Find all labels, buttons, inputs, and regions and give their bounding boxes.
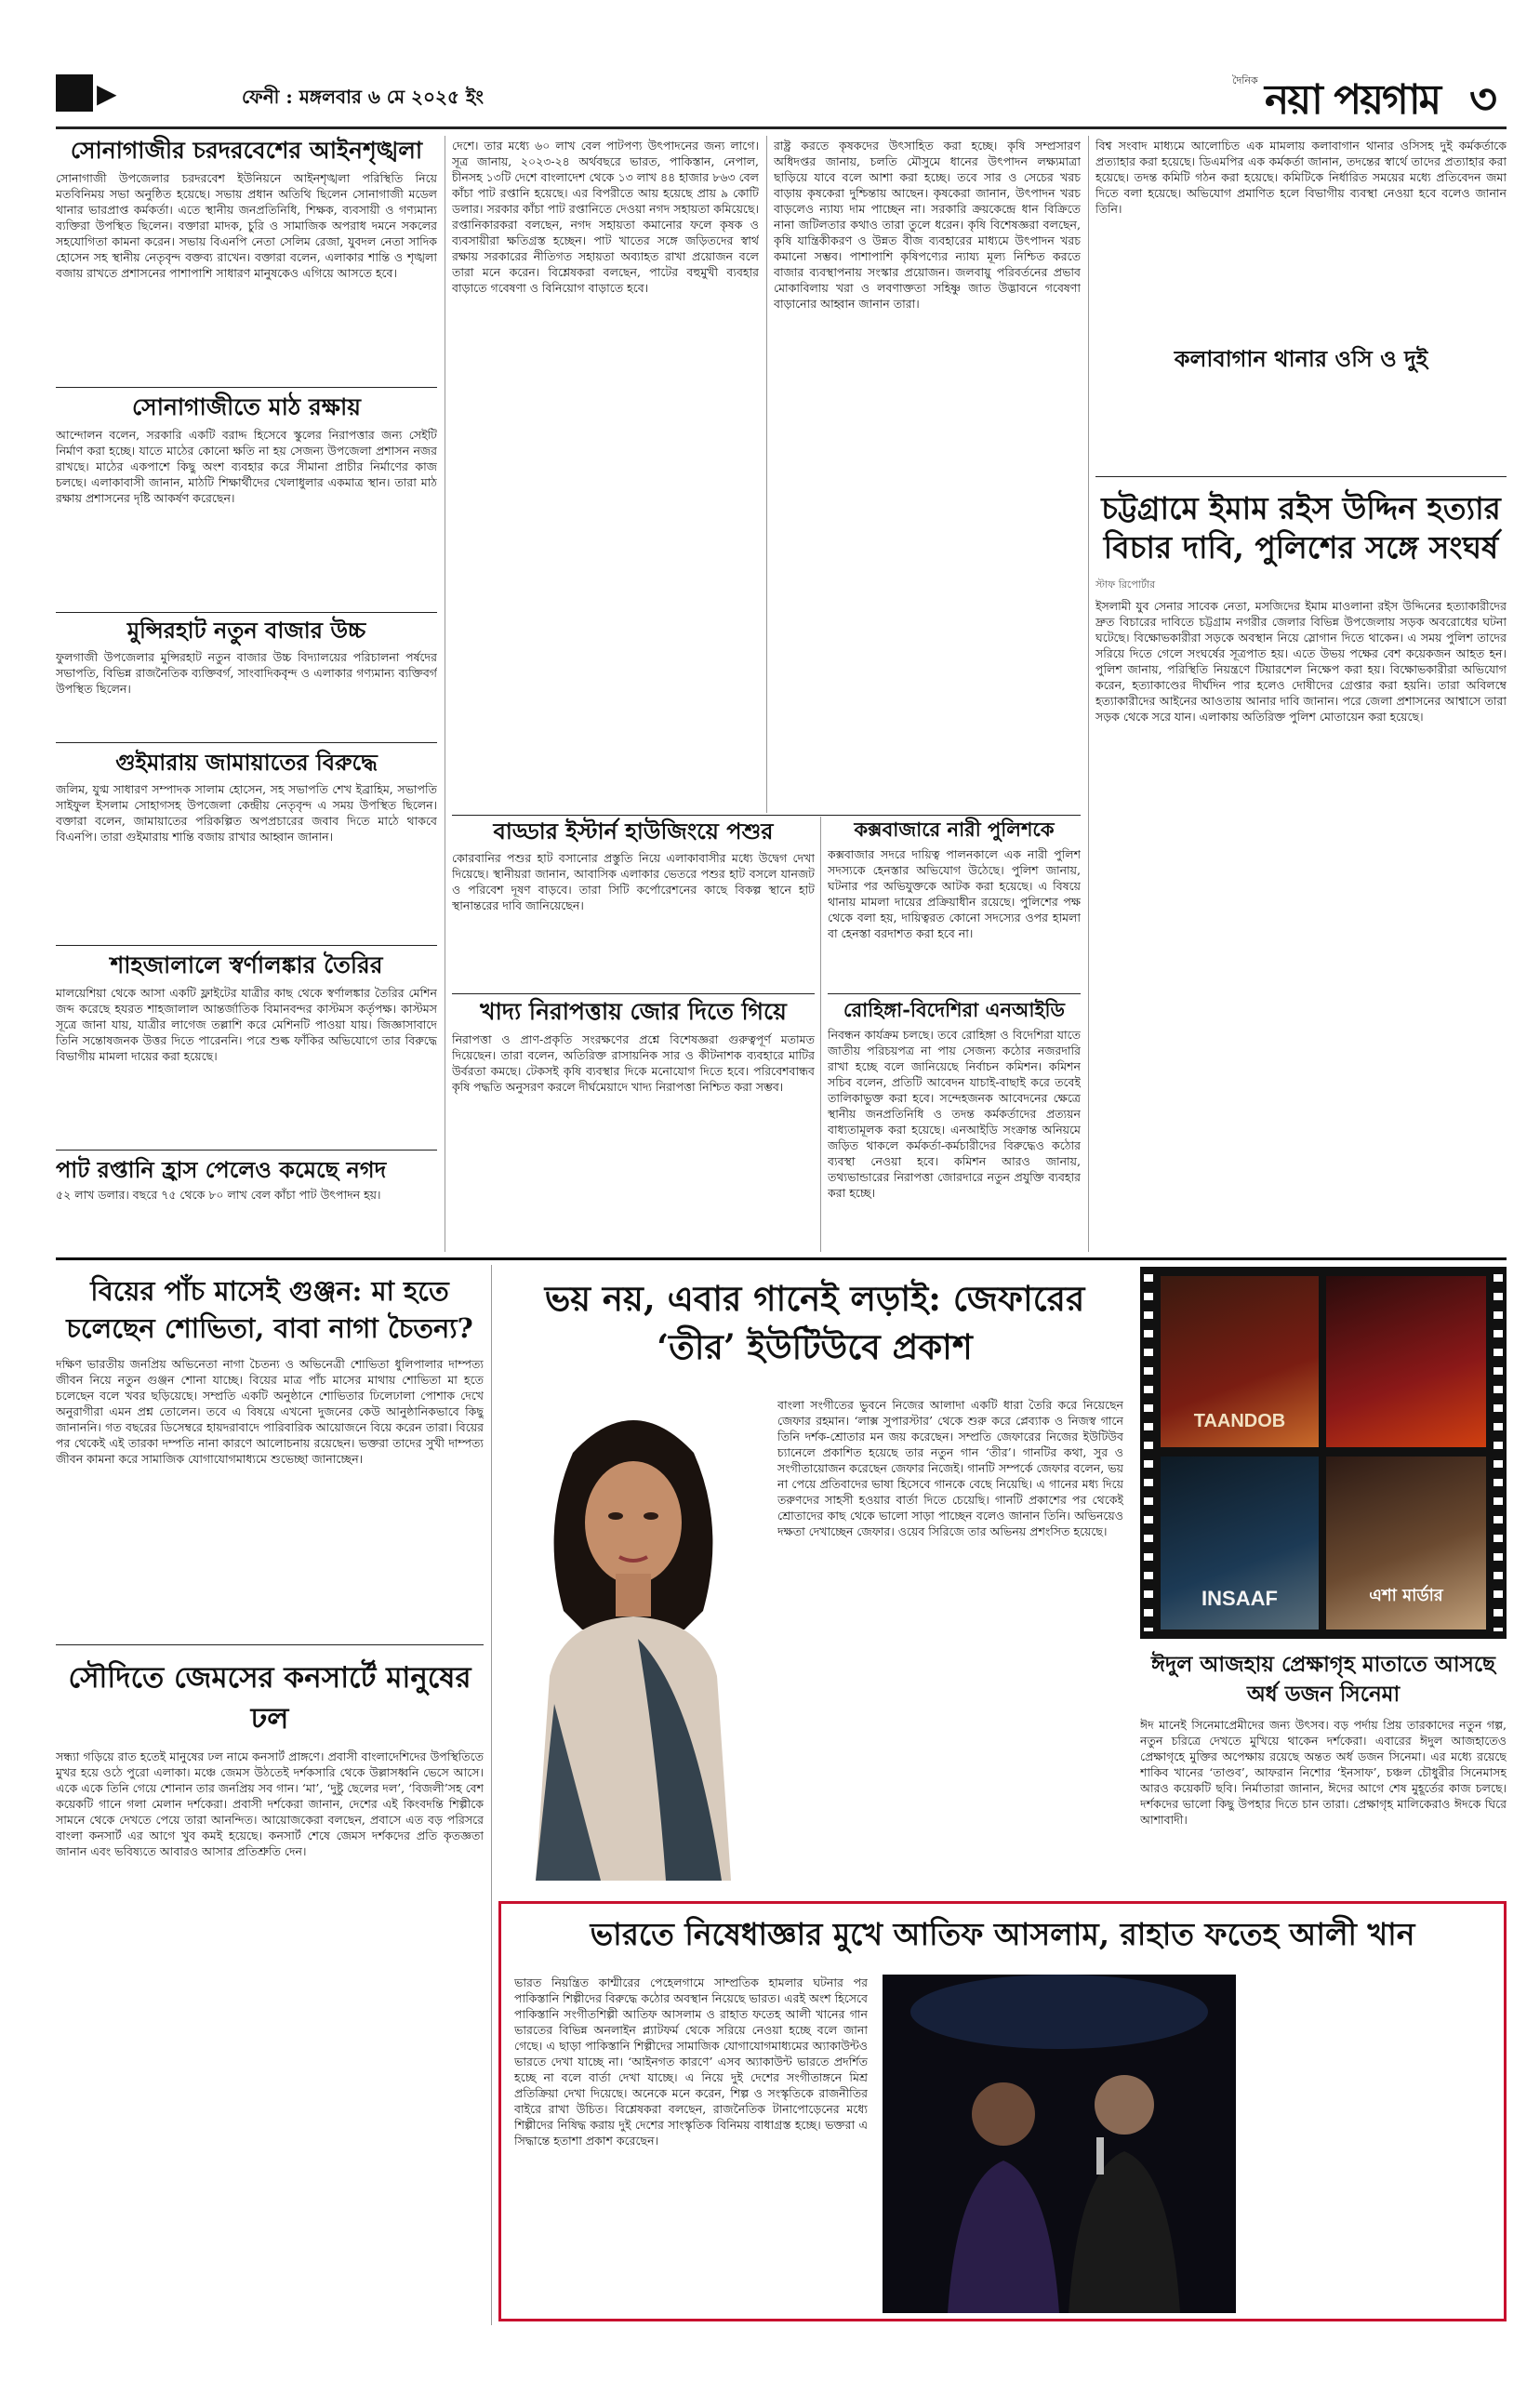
article-body: ৫২ লাখ ডলার। বছরে ৭৫ থেকে ৮০ লাখ বেল কাঁচা পাট উৎপাদন হয়। bbox=[56, 1187, 381, 1202]
headline: সোনাগাজীর চরদরবেশের আইনশৃঙ্খলা bbox=[70, 137, 423, 164]
article-jefar bbox=[498, 1267, 1131, 1884]
article-body: নিবন্ধন কার্যক্রম চলছে। তবে রোহিঙ্গা ও বিদেশিরা যাতে জাতীয় পরিচয়পত্র না পায় সেজন্য কঠোর নজরদারি রাখা হচ্ছে বলে জানিয়েছে নির্বাচন কমিশন। কমিশন সচিব বলেন, প্রতিটি আবেদন যাচাই-বাছাই করে তবেই তালিকাভুক্ত করা হবে। সন্দেহজনক আবেদনের ক্ষেত্রে স্থানীয় জনপ্রতিনিধি ও তদন্ত কর্মকর্তাদের প্রত্যয়ন বাধ্যতামূলক করা হয়েছে। এনআইডি সংক্রান্ত অনিয়মে জড়িত থাকলে কর্মকর্তা-কর্মচারীদের বিরুদ্ধেও কঠোর ব্যবস্থা নেওয়া হবে। কমিশন আরও জানায়, তথ্যভান্ডারের নিরাপত্তা জোরদারে নতুন প্রযুক্তি ব্যবহার করা হচ্ছে। bbox=[828, 1028, 1081, 1201]
article-body: জলিম, যুগ্ম সাধারণ সম্পাদক সালাম হোসেন, সহ সভাপতি শেখ ইব্রাহিম, সভাপতি সাইফুল ইসলাম সোহাগসহ উপজেলা কেন্দ্রীয় নেতৃবৃন্দ এ সময় উপস্থিত ছিলেন। বক্তারা বলেন, জামায়াতের পরিকল্পিত অপপ্রচারের জবাব দিতে মাঠে থাকবে বিএনপি। তারা গুইমারায় শান্তি বজায় রাখার আহ্বান জানান। bbox=[56, 781, 437, 844]
article-shobhita bbox=[56, 1267, 484, 1639]
byline: স্টাফ রিপোর্টার bbox=[1095, 579, 1156, 591]
headline: পাট রপ্তানি হ্রাস পেলেও কমেছে নগদ bbox=[56, 1156, 387, 1183]
headline: ভয় নয়, এবার গানেই লড়াই: জেফারের ‘তীর’ ইউটিউবে প্রকাশ bbox=[544, 1278, 1085, 1367]
headline: মুন্সিরহাট নতুন বাজার উচ্চ bbox=[126, 617, 366, 644]
article-body: নিরাপত্তা ও প্রাণ-প্রকৃতি সংরক্ষণের প্রশ্নে বিশেষজ্ঞরা গুরুত্বপূর্ণ মতামত দিয়েছেন। তারা বলেন, অতিরিক্ত রাসায়নিক সার ও কীটনাশক ব্যবহারে মাটির উর্বরতা কমছে। টেকসই কৃষি ব্যবস্থার দিকে মনোযোগ দিতে হবে। পরিবেশবান্ধব কৃষি পদ্ধতি অনুসরণ করলে দীর্ঘমেয়াদে খাদ্য নিরাপত্তা নিশ্চিত করা সম্ভব। bbox=[452, 1031, 815, 1094]
article-shahjalal bbox=[56, 952, 437, 1148]
article-coxsbazar bbox=[828, 818, 1081, 991]
headline: রোহিঙ্গা-বিদেশিরা এনআইডি bbox=[843, 998, 1065, 1021]
article-body: আন্দোলন বলেন, সরকারি একটি বরাদ্দ হিসেবে স্কুলের নিরাপত্তার জন্য সেইটি নির্মাণ করা হচ্ছে। যাতে মাঠের কোনো ক্ষতি না হয় সেজন্য উপজেলা প্রশাসন নজর রাখছে। মাঠের একপাশে কিছু অংশ ব্যবহার করে সীমানা প্রাচীর নির্মাণের কাজ চলছে। এলাকাবাসী জানান, মাঠটি শিক্ষার্থীদের খেলাধুলার একমাত্র স্থান। তারা মাঠ রক্ষায় প্রশাসনের দৃষ্টি আকর্ষণ করেছেন। bbox=[56, 427, 437, 505]
article-body: কক্সবাজার সদরে দায়িত্ব পালনকালে এক নারী পুলিশ সদস্যকে হেনস্তার অভিযোগ উঠেছে। পুলিশ জানায়, ঘটনার পর অভিযুক্তকে আটক করা হয়েছে। এ বিষয়ে থানায় মামলা দায়ের প্রক্রিয়াধীন রয়েছে। পুলিশের পক্ষ থেকে বলা হয়, দায়িত্বরত কোনো সদস্যের ওপর হামলা বা হেনস্তা বরদাশত করা হবে না। bbox=[828, 847, 1081, 941]
article-agri-continued bbox=[774, 138, 1081, 804]
page-marker-bar bbox=[56, 74, 93, 112]
masthead bbox=[56, 69, 1507, 124]
article-munshirhat bbox=[56, 618, 437, 738]
article-james-saudi bbox=[56, 1652, 484, 2321]
film-strip bbox=[1140, 1267, 1507, 1639]
article-body: রাষ্ট্র করতে কৃষকদের উৎসাহিত করা হচ্ছে। কৃষি সম্প্রসারণ অধিদপ্তর জানায়, চলতি মৌসুমে ধানের উৎপাদন লক্ষ্যমাত্রা ছাড়িয়ে যাবে বলে আশা করা হচ্ছে। তবে সার ও সেচের খরচ বাড়ায় কৃষকেরা দুশ্চিন্তায় আছেন। কৃষকেরা জানান, উৎপাদন খরচ বাড়লেও ন্যায্য দাম পাচ্ছেন না। সরকারি ক্রয়কেন্দ্রে ধান বিক্রিতে নানা জটিলতার কথাও তারা তুলে ধরেন। কৃষি বিশেষজ্ঞরা বলছেন, কৃষি যান্ত্রিকীকরণ ও উন্নত বীজ ব্যবহারের মাধ্যমে উৎপাদন খরচ কমানো সম্ভব। পাশাপাশি কৃষিপণ্যের ন্যায্য মূল্য নিশ্চিত করতে বাজার ব্যবস্থাপনায় সংস্কার প্রয়োজন। জলবায়ু পরিবর্তনের প্রভাব মোকাবিলায় খরা ও লবণাক্ততা সহিষ্ণু জাত উদ্ভাবনে গবেষণা বাড়ানোর আহ্বান জানান তারা। bbox=[774, 139, 1081, 311]
article-kalabagan bbox=[1095, 138, 1507, 472]
article-guimara bbox=[56, 750, 437, 941]
poster-esha-murder bbox=[1326, 1457, 1486, 1629]
film-strip-holes-left bbox=[1144, 1274, 1153, 1631]
headline: বিয়ের পাঁচ মাসেই গুঞ্জন: মা হতে চলেছেন শোভিতা, বাবা নাগা চৈতন্য? bbox=[66, 1275, 473, 1344]
headline: কক্সবাজারে নারী পুলিশকে bbox=[854, 818, 1055, 841]
article-body: দেশে। তার মধ্যে ৬০ লাখ বেল পাটপণ্য উৎপাদনের জন্য লাগে। সূত্র জানায়, ২০২৩-২৪ অর্থবছরে ভারত, পাকিস্তান, নেপাল, চীনসহ ১৩টি দেশে বাংলাদেশ থেকে ১৩ লাখ ৪৪ হাজার ৮৬৩ বেল কাঁচা পাট রপ্তানি হয়েছে। এর বিপরীতে আয় হয়েছে প্রায় ৯ কোটি ডলার। সরকার কাঁচা পাট রপ্তানিতে দেওয়া নগদ সহায়তা কমিয়েছে। রপ্তানিকারকরা বলছেন, নগদ সহায়তা কমানোর ফলে কৃষক ও ব্যবসায়ীরা ক্ষতিগ্রস্ত হচ্ছেন। পাট খাতের সঙ্গে জড়িতদের স্বার্থ রক্ষায় সরকারের নীতিগত সহায়তা অব্যাহত রাখা প্রয়োজন বলে তারা মনে করেন। বিশ্লেষকরা বলছেন, পাটের বহুমুখী ব্যবহার বাড়াতে গবেষণা ও বিনিয়োগ বাড়াতে হবে। bbox=[452, 139, 759, 295]
poster-title: এশা মার্ডার bbox=[1369, 1586, 1443, 1605]
atif-rahat-photo bbox=[883, 1975, 1236, 2313]
woman-portrait-image bbox=[498, 1397, 768, 1881]
headline: চট্টগ্রামে ইমাম রইস উদ্দিন হত্যার বিচার দাবি, পুলিশের সঙ্গে সংঘর্ষ bbox=[1101, 490, 1501, 565]
article-body-2 bbox=[1095, 378, 1507, 467]
headline: সৌদিতে জেমসের কনসার্টে মানুষের ঢল bbox=[68, 1661, 471, 1736]
logo-subtitle: দৈনিক bbox=[1232, 74, 1258, 86]
jefar-photo bbox=[498, 1397, 768, 1881]
article-body: মালয়েশিয়া থেকে আসা একটি ফ্লাইটের যাত্রীর কাছ থেকে স্বর্ণালঙ্কার তৈরির মেশিন জব্দ করেছে হযরত শাহজালাল আন্তর্জাতিক বিমানবন্দর কাস্টমস কর্তৃপক্ষ। কাস্টমস সূত্রে জানা যায়, যাত্রীর লাগেজ তল্লাশি করে মেশিনটি পাওয়া যায়। জিজ্ঞাসাবাদে তিনি সন্তোষজনক উত্তর দিতে পারেননি। পরে শুল্ক ফাঁকির অভিযোগে তার বিরুদ্ধে বিভাগীয় মামলা দায়ের করা হয়েছে। bbox=[56, 985, 437, 1063]
article-ctg-imam bbox=[1095, 484, 1507, 1252]
poster-taandob bbox=[1161, 1276, 1319, 1447]
article-body: ঈদ মানেই সিনেমাপ্রেমীদের জন্য উৎসব। বড় পর্দায় প্রিয় তারকাদের নতুন গল্প, নতুন চরিত্রে দেখতে মুখিয়ে থাকেন দর্শকেরা। এবারের ঈদুল আজহাতেও প্রেক্ষাগৃহে মুক্তির অপেক্ষায় রয়েছে অন্তত অর্ধ ডজন সিনেমা। এর মধ্যে রয়েছে শাকিব খানের ‘তাণ্ডব’, আফরান নিশোর ‘ইনসাফ’, চঞ্চল চৌধুরীর সিনেমাসহ আরও কয়েকটি ছবি। নির্মাতারা জানান, ঈদের আগে শেষ মুহূর্তের কাজ চলছে। দর্শকদের ভালো কিছু উপহার দিতে চান তারা। প্রেক্ষাগৃহ মালিকেরাও ঈদকে ঘিরে আশাবাদী। bbox=[1140, 1718, 1507, 1827]
date-line: ফেনী : মঙ্গলবার ৬ মে ২০২৫ ইং bbox=[242, 86, 484, 108]
headline: গুইমারায় জামায়াতের বিরুদ্ধে bbox=[115, 749, 378, 776]
headline: সোনাগাজীতে মাঠ রক্ষায় bbox=[132, 393, 361, 420]
headline: খাদ্য নিরাপত্তায় জোর দিতে গিয়ে bbox=[480, 998, 787, 1025]
poster-title: TAANDOB bbox=[1193, 1411, 1286, 1431]
article-body: ফুলগাজী উপজেলার মুন্সিরহাট নতুন বাজার উচ্চ বিদ্যালয়ের পরিচালনা পর্ষদের সভাপতি, বিভিন্ন রাজনৈতিক ব্যক্তিবর্গ, সাংবাদিকবৃন্দ ও এলাকার গণ্যমান্য ব্যক্তিবর্গ উপস্থিত ছিলেন। bbox=[56, 649, 437, 696]
article-body: সোনাগাজী উপজেলার চরদরবেশ ইউনিয়নে আইনশৃঙ্খলা পরিস্থিতি নিয়ে মতবিনিময় সভা অনুষ্ঠিত হয়েছে। সভায় প্রধান অতিথি ছিলেন সোনাগাজী মডেল থানার ভারপ্রাপ্ত কর্মকর্তা। এতে স্থানীয় জনপ্রতিনিধি, শিক্ষক, ব্যবসায়ী ও গণ্যমান্য ব্যক্তিরা উপস্থিত ছিলেন। বক্তারা মাদক, চুরি ও সামাজিক অপরাধ দমনে সকলের সহযোগিতা কামনা করেন। সভায় বিএনপি নেতা সেলিম রেজা, যুবদল নেতা সাদিক হোসেন সহ স্থানীয় নেতৃবৃন্দ বক্তব্য রাখেন। বক্তারা বলেন, এলাকার শান্তি ও শৃঙ্খলা বজায় রাখতে প্রশাসনের পাশাপাশি সাধারণ মানুষকেও এগিয়ে আসতে হবে। bbox=[56, 170, 437, 280]
article-body: বিশ্ব সংবাদ মাধ্যমে আলোচিত এক মামলায় কলাবাগান থানার ওসিসহ দুই কর্মকর্তাকে প্রত্যাহার করা হয়েছে। ডিএমপির এক কর্মকর্তা জানান, তদন্তের স্বার্থে তাদের প্রত্যাহার করা হয়েছে। তদন্ত কমিটি গঠন করা হয়েছে। কমিটিকে নির্ধারিত সময়ের মধ্যে প্রতিবেদন জমা দিতে বলা হয়েছে। অভিযোগ প্রমাণিত হলে বিভাগীয় ব্যবস্থা নেওয়া হবে বলেও জানান তিনি। bbox=[1095, 139, 1507, 216]
headline: কলাবাগান থানার ওসি ও দুই bbox=[1174, 345, 1428, 372]
film-strip-holes-right bbox=[1494, 1274, 1503, 1631]
article-rohingya-nid bbox=[828, 999, 1081, 1250]
article-food-security bbox=[452, 999, 815, 1250]
article-atif-rahat bbox=[498, 1901, 1507, 2321]
newspaper-logo: নয়া পয়গাম bbox=[1265, 76, 1440, 124]
article-jute bbox=[56, 1157, 437, 1248]
article-body: ইসলামী যুব সেনার সাবেক নেতা, মসজিদের ইমাম মাওলানা রইস উদ্দিনের হত্যাকারীদের দ্রুত বিচারের দাবিতে চট্টগ্রাম নগরীর জেলার বিভিন্ন উপজেলায় সড়ক অবরোধের ঘটনা ঘটেছে। বিক্ষোভকারীরা সড়কে অবস্থান নিয়ে স্লোগান দিতে থাকেন। এ সময় পুলিশ তাদের সরিয়ে দিতে গেলে সংঘর্ষের সূত্রপাত হয়। এতে উভয় পক্ষের বেশ কয়েকজন আহত হন। পুলিশ জানায়, পরিস্থিতি নিয়ন্ত্রণে টিয়ারশেল নিক্ষেপ করা হয়। বিক্ষোভকারীরা অভিযোগ করেন, হত্যাকাণ্ডের দীর্ঘদিন পার হলেও দোষীদের গ্রেপ্তার করা হয়নি। তারা অবিলম্বে হত্যাকারীদের আইনের আওতায় আনার দাবি জানান। পরে জেলা প্রশাসনের আশ্বাসে তারা সড়ক থেকে সরে যান। এলাকায় অতিরিক্ত পুলিশ মোতায়েন করা হয়েছে। bbox=[1095, 599, 1507, 724]
headline: ঈদুল আজহায় প্রেক্ষাগৃহ মাতাতে আসছে অর্ধ ডজন সিনেমা bbox=[1151, 1652, 1495, 1707]
article-body: সন্ধ্যা গড়িয়ে রাত হতেই মানুষের ঢল নামে কনসার্ট প্রাঙ্গণে। প্রবাসী বাংলাদেশিদের উপস্থিতিতে মুখর হয়ে ওঠে পুরো এলাকা। মঞ্চে জেমস উঠতেই দর্শকসারি থেকে উল্লাসধ্বনি ভেসে আসে। একে একে তিনি গেয়ে শোনান তার জনপ্রিয় সব গান। ‘মা’, ‘দুষ্টু ছেলের দল’, ‘বিজলী’সহ বেশ কয়েকটি গানে গলা মেলান দর্শকেরা। প্রবাসী দর্শকেরা জানান, দেশের এই কিংবদন্তি শিল্পীকে সামনে থেকে দেখতে পেয়ে তারা আনন্দিত। আয়োজকেরা বলছেন, প্রবাসে এত বড় পরিসরে বাংলা কনসার্ট এর আগে খুব কমই হয়েছে। কনসার্ট শেষে জেমস দর্শকদের প্রতি কৃতজ্ঞতা জানান এবং ভবিষ্যতে আবারও আসার প্রতিশ্রুতি দেন। bbox=[56, 1749, 484, 1858]
article-body-2 bbox=[1251, 1975, 1496, 2313]
poster-title: INSAAF bbox=[1201, 1587, 1278, 1610]
article-body: বাংলা সংগীতের ভুবনে নিজের আলাদা একটি ধারা তৈরি করে নিয়েছেন জেফার রহমান। ‘লাক্স সুপারস্টার’ থেকে শুরু করে প্লেব্যাক ও নিজস্ব গানে তিনি দর্শক-শ্রোতার মন জয় করেছেন। সম্প্রতি জেফারের নিজের ইউটিউব চ্যানেলে প্রকাশিত হয়েছে তার নতুন গান ‘তীর’। গানটির কথা, সুর ও সংগীতায়োজন করেছেন জেফার নিজেই। গানটি সম্পর্কে জেফার বলেন, ভয় না পেয়ে প্রতিবাদের ভাষা হিসেবে গানকে বেছে নিয়েছি। এ গানের মধ্য দিয়ে তরুণদের সাহসী হওয়ার বার্তা দিতে চেয়েছি। গানটি প্রকাশের পর থেকেই শ্রোতাদের কাছ থেকে ভালো সাড়া পাচ্ছেন বলেও জানান তিনি। অভিনয়েও দক্ষতা দেখাচ্ছেন জেফার। ওয়েব সিরিজে তার অভিনয় প্রশংসিত হয়েছে। bbox=[777, 1398, 1123, 1538]
article-eid-films bbox=[1140, 1648, 1507, 1884]
headline: শাহজালালে স্বর্ণালঙ্কার তৈরির bbox=[110, 951, 383, 978]
poster-insaaf bbox=[1161, 1457, 1319, 1629]
article-badda bbox=[452, 818, 815, 990]
arrow-icon: ▶ bbox=[97, 78, 117, 109]
article-body: দক্ষিণ ভারতীয় জনপ্রিয় অভিনেতা নাগা চৈতন্য ও অভিনেত্রী শোভিতা ধুলিপালার দাম্পত্য জীবন নিয়ে নতুন গুঞ্জন শোনা যাচ্ছে। বিয়ের মাত্র পাঁচ মাসের মাথায় শোভিতা মা হতে চলেছেন বলে খবর ছড়িয়েছে। সম্প্রতি একটি অনুষ্ঠানে শোভিতার ঢিলেঢালা পোশাক দেখে অনুরাগীরা এমন প্রশ্ন তোলেন। তবে এ বিষয়ে এখনো দুজনের কেউ আনুষ্ঠানিকভাবে কিছু জানাননি। গত বছরের ডিসেম্বরে হায়দরাবাদে পারিবারিক আয়োজনে বিয়ে করেন তারা। বিয়ের পর থেকেই এই তারকা দম্পতি নানা কারণে আলোচনায় রয়েছেন। ভক্তরা তাদের সুখী দাম্পত্য জীবন কামনা করে সামাজিক যোগাযোগমাধ্যমে শুভেচ্ছা জানাচ্ছেন। bbox=[56, 1357, 484, 1466]
article-sonagazi-field bbox=[56, 394, 437, 608]
headline: ভারতে নিষেধাজ্ঞার মুখে আতিফ আসলাম, রাহাত ফতেহ আলী খান bbox=[590, 1916, 1415, 1952]
article-body: ভারত নিয়ন্ত্রিত কাশ্মীরের পেহেলগামে সাম্প্রতিক হামলার ঘটনার পর পাকিস্তানি শিল্পীদের বিরুদ্ধে কঠোর অবস্থান নিয়েছে ভারত। এরই অংশ হিসেবে পাকিস্তানি সংগীতশিল্পী আতিফ আসলাম ও রাহাত ফতেহ আলী খানের গান ভারতের বিভিন্ন অনলাইন প্ল্যাটফর্ম থেকে সরিয়ে নেওয়া হচ্ছে বলে জানা গেছে। এ ছাড়া পাকিস্তানি শিল্পীদের সামাজিক যোগাযোগমাধ্যমের অ্যাকাউন্টও ভারতে দেখা যাচ্ছে না। ‘আইনগত কারণে’ এসব অ্যাকাউন্ট ভারতে প্রদর্শিত হচ্ছে না বলে বার্তা দেখা যাচ্ছে। এ নিয়ে দুই দেশের সংগীতাঙ্গনে মিশ্র প্রতিক্রিয়া দেখা দিয়েছে। অনেকে মনে করেন, শিল্প ও সংস্কৃতিকে রাজনীতির বাইরে রাখা উচিত। বিশ্লেষকরা বলছেন, রাজনৈতিক টানাপোড়েনের মধ্যে শিল্পীদের নিষিদ্ধ করায় দুই দেশের সাংস্কৃতিক বিনিময় বাধাগ্রস্ত হচ্ছে। ভক্তরা এ সিদ্ধান্তে হতাশা প্রকাশ করেছেন। bbox=[514, 1975, 868, 2148]
poster-red-hero bbox=[1326, 1276, 1486, 1447]
headline: বাড্ডার ইস্টার্ন হাউজিংয়ে পশুর bbox=[493, 818, 774, 845]
page-number: ৩ bbox=[1469, 73, 1497, 124]
concert-photo-image bbox=[883, 1975, 1236, 2313]
article-sonagazi-law bbox=[56, 138, 437, 383]
article-jute-continued bbox=[452, 138, 759, 804]
article-body: কোরবানির পশুর হাট বসানোর প্রস্তুতি নিয়ে এলাকাবাসীর মধ্যে উদ্বেগ দেখা দিয়েছে। স্থানীয়রা জানান, আবাসিক এলাকার ভেতরে পশুর হাট বসলে যানজট ও পরিবেশ দূষণ বাড়বে। তারা সিটি কর্পোরেশনের কাছে বিকল্প স্থানে হাট স্থানান্তরের দাবি জানিয়েছেন। bbox=[452, 850, 815, 912]
